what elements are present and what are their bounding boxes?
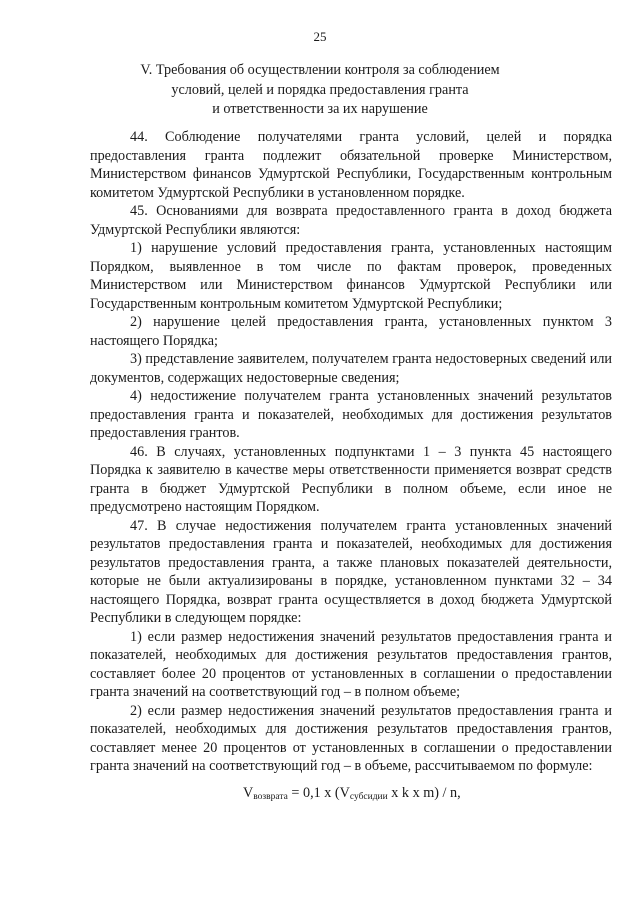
heading-line: условий, целей и порядка предоставления гранта xyxy=(171,81,469,98)
paragraph-47-item-1: 1) если размер недостижения значений результатов предоставления гранта и показателей, необходимых для достижения результатов предоставления грантов, составляет более 20 процентов от установленных в соглашении о предоставлении гранта значений на соответствующий год – в полном объеме; xyxy=(90,628,612,700)
paragraph-47-item-2: 2) если размер недостижения значений результатов предоставления гранта и показателей, необходимых для достижения результатов предоставления грантов, составляет менее 20 процентов от установленных в соглашении о предоставлении гранта значений на соответствующий год – в объеме, рассчитываемом по формуле: xyxy=(90,702,612,774)
paragraph-45-item-2: 2) нарушение целей предоставления гранта, установленных пунктом 3 настоящего Порядка; xyxy=(90,314,612,349)
paragraph-47: 47. В случае недостижения получателем гранта установленных значений результатов предоставления гранта и показателей, необходимых для достижения результатов предоставления гранта, а также плановых показателей деятельности, которые не были актуализированы в порядке, установленном пунктами 32 – 34 настоящего Порядка, возврат гранта осуществляется в доход бюджета Удмуртской Республики в следующем порядке: xyxy=(90,517,612,626)
formula-inner-subscript: субсидии xyxy=(349,792,388,802)
formula-lhs-symbol: V xyxy=(243,785,254,801)
return-formula xyxy=(243,785,461,802)
paragraph-45: 45. Основаниями для возврата предоставленного гранта в доход бюджета Удмуртской Республики являются: xyxy=(90,203,612,238)
heading-line: и ответственности за их нарушение xyxy=(212,101,428,117)
page-number: 25 xyxy=(313,29,327,44)
formula-middle: = 0,1 x (V xyxy=(287,785,350,801)
paragraph-44: 44. Соблюдение получателями гранта условий, целей и порядка предоставления гранта подлежит обязательной проверке Министерством, Министерством финансов Удмуртской Республики, Государственным контрольным комитетом Удмуртской Республики в установленном порядке. xyxy=(90,129,612,201)
paragraph-46: 46. В случаях, установленных подпунктами 1 – 3 пункта 45 настоящего Порядка к заявителю в качестве меры ответственности применяется возврат средств гранта в бюджет Удмуртской Республики в полном объеме, если иное не предусмотрено настоящим Порядком. xyxy=(90,443,612,515)
paragraph-45-item-4: 4) недостижение получателем гранта установленных значений результатов предоставления гранта и показателей, необходимых для достижения результатов предоставления грантов. xyxy=(90,388,612,441)
document-body xyxy=(90,128,612,776)
section-heading xyxy=(90,61,550,120)
paragraph-45-item-3: 3) представление заявителем, получателем гранта недостоверных сведений или документов, содержащих недостоверные сведения; xyxy=(90,351,612,386)
formula-tail: x k x m) / n, xyxy=(387,785,461,801)
paragraph-45-item-1: 1) нарушение условий предоставления гранта, установленных настоящим Порядком, выявленное в том числе по фактам проверок, проведенных Министерством или Министерством финансов Удмуртской Республики или Государственным контрольным комитетом Удмуртской Республики; xyxy=(90,240,612,312)
formula-lhs-subscript: возврата xyxy=(253,792,288,802)
heading-line: V. Требования об осуществлении контроля за соблюдением xyxy=(140,62,500,78)
